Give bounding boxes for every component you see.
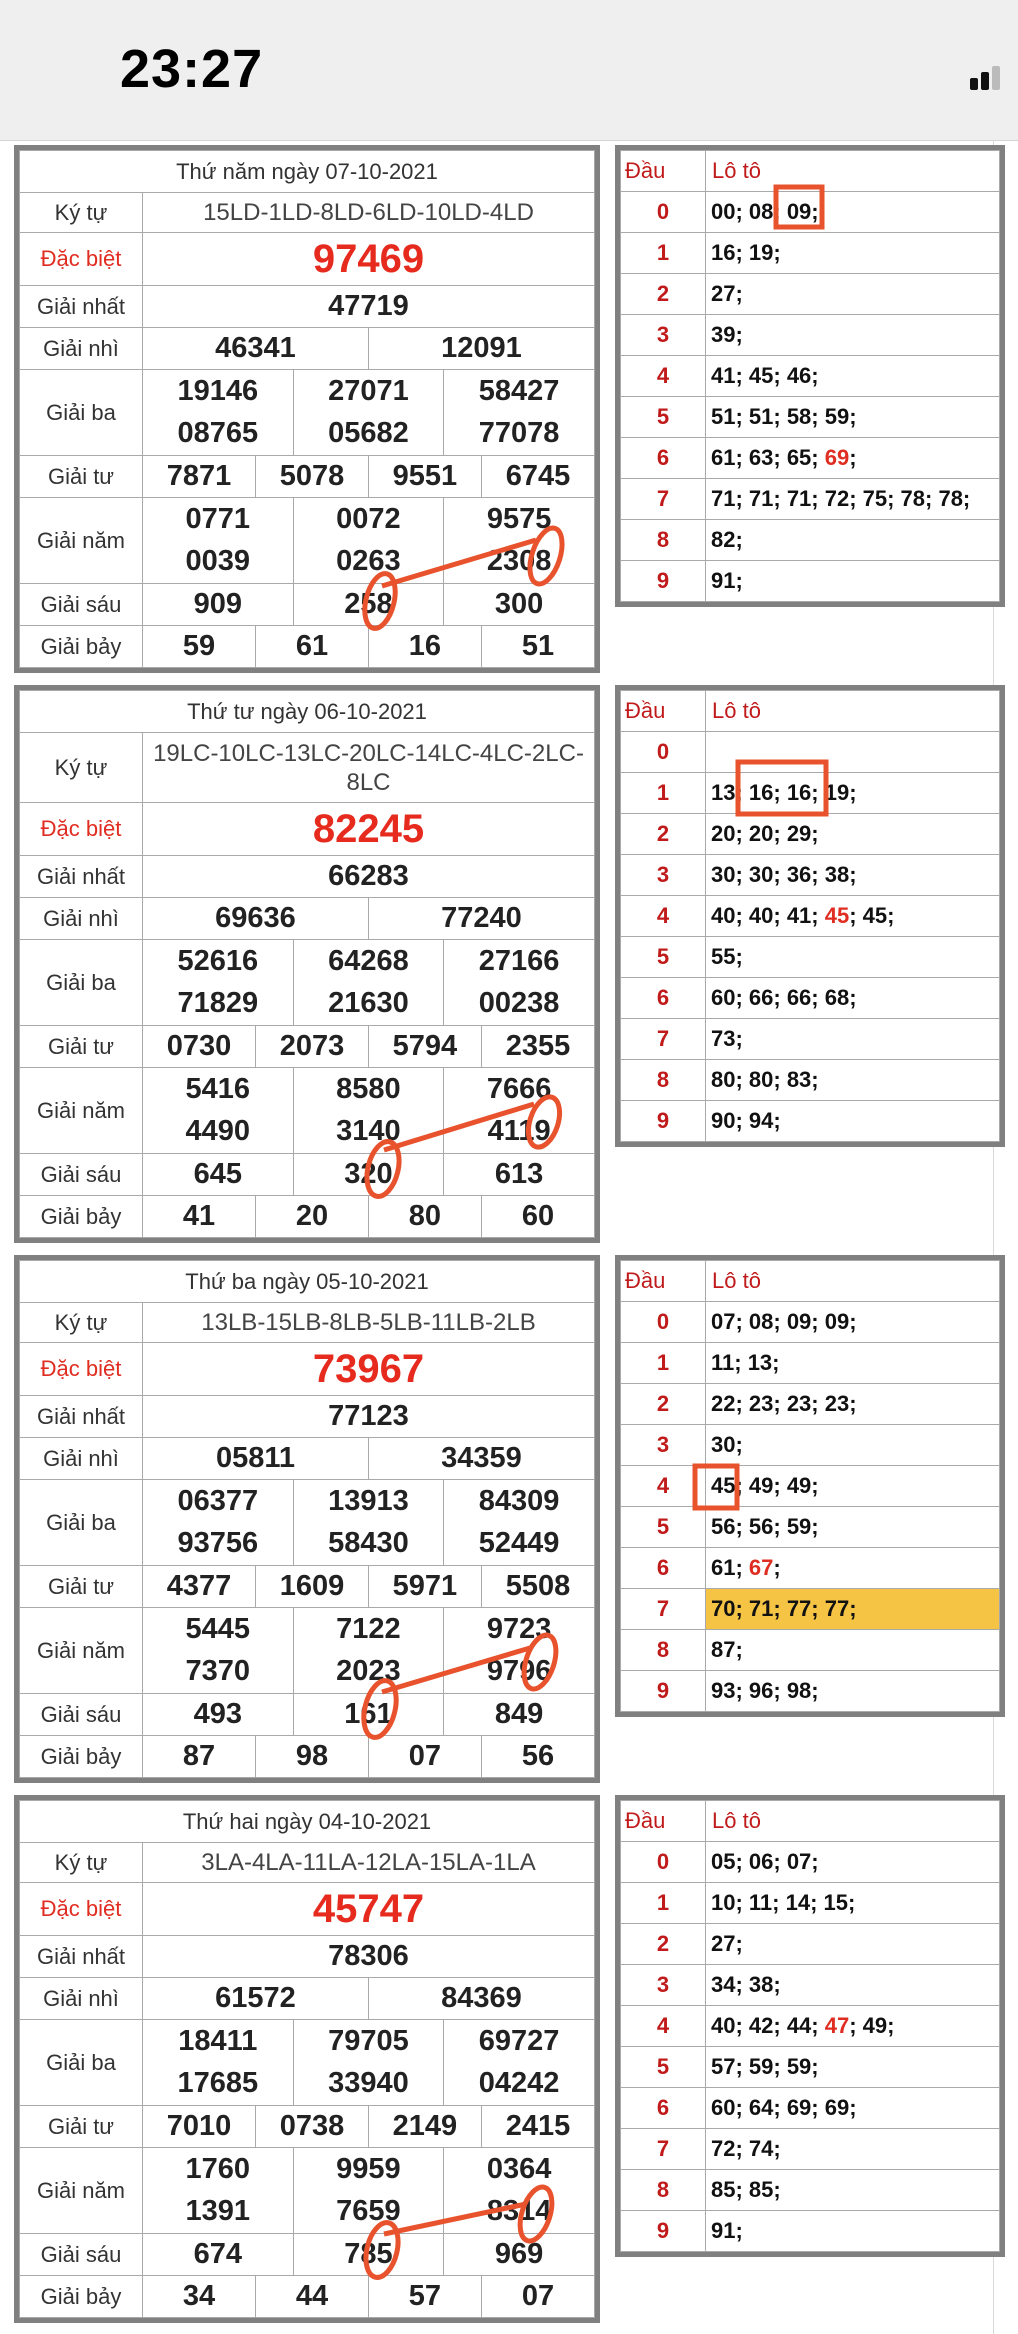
loto-dau: 3 <box>621 1965 706 2006</box>
loto-dau: 2 <box>621 1384 706 1425</box>
giai-sau-value: 258 <box>293 584 444 626</box>
giai-tu-value: 5794 <box>368 1026 481 1068</box>
giai-ba-value: 06377 <box>143 1480 294 1523</box>
loto-head-dau: Đầu <box>621 1801 706 1842</box>
ky-tu-value: 13LB-15LB-8LB-5LB-11LB-2LB <box>143 1303 595 1343</box>
loto-numbers: 34; 38; <box>711 1972 781 1997</box>
giai-tu-value: 4377 <box>143 1566 256 1608</box>
giai-bay-value: 87 <box>143 1736 256 1778</box>
annotation-line <box>382 540 536 586</box>
loto-special-number: 69 <box>824 445 850 470</box>
label-giai-tu: Giải tư <box>20 456 143 498</box>
label-ky-tu: Ký tự <box>20 1303 143 1343</box>
loto-numbers: 39; <box>711 322 743 347</box>
loto-dau: 5 <box>621 397 706 438</box>
loto-numbers: 87; <box>711 1637 743 1662</box>
giai-sau-value: 300 <box>444 584 595 626</box>
loto-numbers: 82; <box>711 527 743 552</box>
giai-ba-value: 08765 <box>143 413 294 456</box>
loto-numbers: 85; 85; <box>711 2177 781 2202</box>
loto-head-loto: Lô tô <box>706 151 1000 192</box>
giai-nam-value: 9959 <box>293 2148 444 2191</box>
giai-bay-value: 44 <box>255 2276 368 2318</box>
giai-nam-value: 1760 <box>143 2148 294 2191</box>
status-time: 23:27 <box>120 39 264 99</box>
giai-sau-value: 320 <box>293 1154 444 1196</box>
giai-tu-value: 0738 <box>255 2106 368 2148</box>
giai-ba-value: 04242 <box>444 2063 595 2106</box>
loto-dau: 7 <box>621 1589 706 1630</box>
dac-biet-value: 82245 <box>143 803 595 856</box>
loto-dau: 9 <box>621 1671 706 1712</box>
loto-dau: 6 <box>621 1548 706 1589</box>
giai-nhat-value: 77123 <box>143 1396 595 1438</box>
loto-dau: 6 <box>621 2088 706 2129</box>
label-giai-sau: Giải sáu <box>20 1154 143 1196</box>
giai-nam-value: 0072 <box>293 498 444 541</box>
label-giai-nhi: Giải nhì <box>20 328 143 370</box>
giai-nhat-value: 78306 <box>143 1936 595 1978</box>
annotation-circle <box>524 524 569 588</box>
loto-special-number: 47 <box>824 2013 850 2038</box>
loto-dau: 4 <box>621 1466 706 1507</box>
giai-bay-value: 61 <box>255 626 368 668</box>
loto-dau: 6 <box>621 438 706 479</box>
dac-biet-value: 97469 <box>143 233 595 286</box>
loto-numbers: 40; 40; 41; <box>711 903 825 928</box>
loto-dau: 4 <box>621 356 706 397</box>
loto-dau: 7 <box>621 1019 706 1060</box>
annotation-circle <box>360 570 401 631</box>
loto-numbers: 30; 30; 36; 38; <box>711 862 857 887</box>
loto-dau: 1 <box>621 1343 706 1384</box>
giai-sau-value: 161 <box>293 1694 444 1736</box>
annotation-circle <box>361 2219 404 2281</box>
giai-bay-value: 20 <box>255 1196 368 1238</box>
label-giai-ba: Giải ba <box>20 1480 143 1566</box>
giai-bay-value: 60 <box>481 1196 594 1238</box>
giai-sau-value: 849 <box>444 1694 595 1736</box>
label-dac-biet: Đặc biệt <box>20 803 143 856</box>
loto-numbers: 61; <box>711 1555 749 1580</box>
giai-ba-value: 52616 <box>143 940 294 983</box>
loto-dau: 9 <box>621 561 706 602</box>
label-giai-nhi: Giải nhì <box>20 898 143 940</box>
label-giai-nhat: Giải nhất <box>20 1396 143 1438</box>
giai-nhi-value: 05811 <box>143 1438 369 1480</box>
label-dac-biet: Đặc biệt <box>20 1343 143 1396</box>
giai-nhat-value: 66283 <box>143 856 595 898</box>
loto-dau: 4 <box>621 2006 706 2047</box>
giai-ba-value: 27166 <box>444 940 595 983</box>
giai-ba-value: 58427 <box>444 370 595 413</box>
label-giai-nhat: Giải nhất <box>20 856 143 898</box>
loto-dau: 3 <box>621 315 706 356</box>
label-giai-nam: Giải năm <box>20 1608 143 1694</box>
loto-dau: 5 <box>621 937 706 978</box>
giai-nhat-value: 47719 <box>143 286 595 328</box>
giai-nam-value: 8314 <box>444 2191 595 2234</box>
label-giai-tu: Giải tư <box>20 2106 143 2148</box>
loto-dau: 8 <box>621 520 706 561</box>
loto-dau: 1 <box>621 773 706 814</box>
giai-sau-value: 785 <box>293 2234 444 2276</box>
giai-bay-value: 56 <box>481 1736 594 1778</box>
giai-nam-value: 0364 <box>444 2148 595 2191</box>
giai-bay-value: 07 <box>481 2276 594 2318</box>
annotation-line <box>382 1648 530 1692</box>
label-giai-nhi: Giải nhì <box>20 1438 143 1480</box>
ky-tu-value: 15LD-1LD-8LD-6LD-10LD-4LD <box>143 193 595 233</box>
loto-head-dau: Đầu <box>621 151 706 192</box>
loto-numbers: 55; <box>711 944 743 969</box>
loto-numbers: 16; 19; <box>711 240 781 265</box>
label-giai-nam: Giải năm <box>20 498 143 584</box>
loto-numbers: 90; 94; <box>711 1108 781 1133</box>
loto-dau: 0 <box>621 732 706 773</box>
giai-tu-value: 2073 <box>255 1026 368 1068</box>
giai-nam-value: 2023 <box>293 1651 444 1694</box>
giai-nam-value: 5445 <box>143 1608 294 1651</box>
label-giai-bay: Giải bảy <box>20 1196 143 1238</box>
label-giai-ba: Giải ba <box>20 370 143 456</box>
giai-tu-value: 9551 <box>368 456 481 498</box>
loto-numbers: 00; 08; 09; <box>711 199 819 224</box>
loto-dau: 8 <box>621 2170 706 2211</box>
giai-tu-value: 7871 <box>143 456 256 498</box>
giai-ba-value: 79705 <box>293 2020 444 2063</box>
giai-tu-value: 2355 <box>481 1026 594 1068</box>
annotation-circle <box>518 1631 562 1693</box>
giai-ba-value: 84309 <box>444 1480 595 1523</box>
loto-dau: 0 <box>621 1842 706 1883</box>
giai-nam-value: 7122 <box>293 1608 444 1651</box>
label-giai-ba: Giải ba <box>20 2020 143 2106</box>
loto-numbers: 57; 59; 59; <box>711 2054 819 2079</box>
giai-tu-value: 0730 <box>143 1026 256 1068</box>
loto-numbers: 41; 45; 46; <box>711 363 819 388</box>
giai-ba-value: 00238 <box>444 983 595 1026</box>
loto-head-dau: Đầu <box>621 691 706 732</box>
draw-date: Thứ ba ngày 05-10-2021 <box>20 1261 595 1303</box>
loto-numbers: 40; 42; 44; <box>711 2013 825 2038</box>
loto-head-loto: Lô tô <box>706 691 1000 732</box>
label-giai-sau: Giải sáu <box>20 584 143 626</box>
ky-tu-value: 3LA-4LA-11LA-12LA-15LA-1LA <box>143 1843 595 1883</box>
giai-tu-value: 2149 <box>368 2106 481 2148</box>
giai-tu-value: 5078 <box>255 456 368 498</box>
label-giai-nhat: Giải nhất <box>20 286 143 328</box>
label-giai-sau: Giải sáu <box>20 1694 143 1736</box>
dac-biet-value: 45747 <box>143 1883 595 1936</box>
draw-date: Thứ tư ngày 06-10-2021 <box>20 691 595 733</box>
loto-numbers: 70; 71; 77; 77; <box>711 1596 857 1621</box>
label-giai-sau: Giải sáu <box>20 2234 143 2276</box>
giai-ba-value: 64268 <box>293 940 444 983</box>
giai-nhi-value: 46341 <box>143 328 369 370</box>
loto-numbers: 20; 20; 29; <box>711 821 819 846</box>
annotation-line <box>384 1104 534 1150</box>
giai-nam-value: 7370 <box>143 1651 294 1694</box>
giai-nhi-value: 12091 <box>368 328 594 370</box>
giai-nhi-value: 77240 <box>368 898 594 940</box>
giai-tu-value: 6745 <box>481 456 594 498</box>
giai-nhi-value: 69636 <box>143 898 369 940</box>
loto-dau: 3 <box>621 1425 706 1466</box>
giai-nam-value: 7666 <box>444 1068 595 1111</box>
label-giai-bay: Giải bảy <box>20 626 143 668</box>
draw-date: Thứ hai ngày 04-10-2021 <box>20 1801 595 1843</box>
label-dac-biet: Đặc biệt <box>20 1883 143 1936</box>
loto-numbers: 51; 51; 58; 59; <box>711 404 857 429</box>
giai-nam-value: 0039 <box>143 541 294 584</box>
giai-ba-value: 13913 <box>293 1480 444 1523</box>
loto-numbers: 30; <box>711 1432 743 1457</box>
giai-sau-value: 645 <box>143 1154 294 1196</box>
loto-dau: 0 <box>621 1302 706 1343</box>
giai-nhi-value: 34359 <box>368 1438 594 1480</box>
loto-numbers: 60; 64; 69; 69; <box>711 2095 857 2120</box>
giai-ba-value: 05682 <box>293 413 444 456</box>
giai-sau-value: 674 <box>143 2234 294 2276</box>
loto-dau: 0 <box>621 192 706 233</box>
label-giai-nhi: Giải nhì <box>20 1978 143 2020</box>
loto-dau: 2 <box>621 814 706 855</box>
giai-bay-value: 98 <box>255 1736 368 1778</box>
giai-bay-value: 16 <box>368 626 481 668</box>
loto-numbers: 10; 11; 14; 15; <box>711 1890 856 1915</box>
draw-date: Thứ năm ngày 07-10-2021 <box>20 151 595 193</box>
label-giai-ba: Giải ba <box>20 940 143 1026</box>
giai-nam-value: 9796 <box>444 1651 595 1694</box>
label-ky-tu: Ký tự <box>20 733 143 803</box>
giai-ba-value: 71829 <box>143 983 294 1026</box>
giai-ba-value: 19146 <box>143 370 294 413</box>
giai-ba-value: 77078 <box>444 413 595 456</box>
loto-dau: 8 <box>621 1060 706 1101</box>
loto-numbers-after: ; 45; <box>849 903 895 928</box>
annotation-line <box>384 2204 526 2234</box>
label-giai-bay: Giải bảy <box>20 2276 143 2318</box>
loto-numbers: 91; <box>711 2218 743 2243</box>
loto-numbers: 60; 66; 66; 68; <box>711 985 857 1010</box>
label-giai-nam: Giải năm <box>20 2148 143 2234</box>
loto-numbers: 22; 23; 23; 23; <box>711 1391 857 1416</box>
giai-nam-value: 0771 <box>143 498 294 541</box>
giai-ba-value: 69727 <box>444 2020 595 2063</box>
loto-numbers-after: ; 49; <box>849 2013 895 2038</box>
label-ky-tu: Ký tự <box>20 1843 143 1883</box>
loto-dau: 3 <box>621 855 706 896</box>
loto-head-dau: Đầu <box>621 1261 706 1302</box>
giai-nam-value: 5416 <box>143 1068 294 1111</box>
loto-dau: 9 <box>621 1101 706 1142</box>
annotation-box <box>738 762 826 814</box>
giai-nam-value: 4490 <box>143 1111 294 1154</box>
giai-tu-value: 5971 <box>368 1566 481 1608</box>
giai-bay-value: 41 <box>143 1196 256 1238</box>
dac-biet-value: 73967 <box>143 1343 595 1396</box>
loto-numbers: 13; 16; 16; 19; <box>711 780 857 805</box>
giai-nam-value: 4119 <box>444 1111 595 1154</box>
loto-numbers: 93; 96; 98; <box>711 1678 819 1703</box>
giai-nam-value: 7659 <box>293 2191 444 2234</box>
loto-numbers: 91; <box>711 568 743 593</box>
loto-dau: 9 <box>621 2211 706 2252</box>
giai-ba-value: 58430 <box>293 1523 444 1566</box>
loto-dau: 4 <box>621 896 706 937</box>
giai-bay-value: 07 <box>368 1736 481 1778</box>
label-dac-biet: Đặc biệt <box>20 233 143 286</box>
giai-sau-value: 493 <box>143 1694 294 1736</box>
giai-ba-value: 27071 <box>293 370 444 413</box>
loto-dau: 7 <box>621 2129 706 2170</box>
loto-head-loto: Lô tô <box>706 1261 1000 1302</box>
loto-numbers: 07; 08; 09; 09; <box>711 1309 857 1334</box>
loto-dau: 2 <box>621 1924 706 1965</box>
giai-nam-value: 0263 <box>293 541 444 584</box>
ky-tu-value: 19LC-10LC-13LC-20LC-14LC-4LC-2LC-8LC <box>143 733 595 803</box>
giai-bay-value: 34 <box>143 2276 256 2318</box>
loto-numbers: 80; 80; 83; <box>711 1067 819 1092</box>
loto-numbers: 61; 63; 65; <box>711 445 825 470</box>
giai-ba-value: 33940 <box>293 2063 444 2106</box>
giai-tu-value: 2415 <box>481 2106 594 2148</box>
giai-nam-value: 9575 <box>444 498 595 541</box>
loto-dau: 1 <box>621 1883 706 1924</box>
giai-nam-value: 8580 <box>293 1068 444 1111</box>
giai-ba-value: 17685 <box>143 2063 294 2106</box>
giai-tu-value: 7010 <box>143 2106 256 2148</box>
loto-dau: 5 <box>621 2047 706 2088</box>
label-giai-nam: Giải năm <box>20 1068 143 1154</box>
loto-numbers: 27; <box>711 1931 743 1956</box>
loto-head-loto: Lô tô <box>706 1801 1000 1842</box>
annotation-box <box>695 1466 737 1508</box>
giai-sau-value: 969 <box>444 2234 595 2276</box>
label-giai-tu: Giải tư <box>20 1026 143 1068</box>
giai-ba-value: 52449 <box>444 1523 595 1566</box>
giai-ba-value: 21630 <box>293 983 444 1026</box>
loto-numbers: 71; 71; 71; 72; 75; 78; 78; <box>711 486 971 511</box>
loto-numbers: 11; 13; <box>711 1350 780 1375</box>
annotation-circle <box>523 1093 566 1151</box>
giai-bay-value: 51 <box>481 626 594 668</box>
giai-sau-value: 613 <box>444 1154 595 1196</box>
loto-numbers: 72; 74; <box>711 2136 781 2161</box>
label-ky-tu: Ký tự <box>20 193 143 233</box>
giai-nam-value: 9723 <box>444 1608 595 1651</box>
loto-numbers: 27; <box>711 281 743 306</box>
loto-numbers: 73; <box>711 1026 743 1051</box>
giai-ba-value: 93756 <box>143 1523 294 1566</box>
giai-nhi-value: 61572 <box>143 1978 369 2020</box>
annotation-box <box>776 187 822 227</box>
loto-numbers: 45; 49; 49; <box>711 1473 819 1498</box>
giai-bay-value: 57 <box>368 2276 481 2318</box>
giai-ba-value: 18411 <box>143 2020 294 2063</box>
giai-nhi-value: 84369 <box>368 1978 594 2020</box>
giai-tu-value: 1609 <box>255 1566 368 1608</box>
loto-numbers-after: ; <box>773 1555 781 1580</box>
giai-nam-value: 1391 <box>143 2191 294 2234</box>
giai-bay-value: 80 <box>368 1196 481 1238</box>
loto-dau: 7 <box>621 479 706 520</box>
giai-nam-value: 2308 <box>444 541 595 584</box>
loto-numbers: 05; 06; 07; <box>711 1849 819 1874</box>
annotation-circle <box>514 2183 558 2245</box>
label-giai-nhat: Giải nhất <box>20 1936 143 1978</box>
loto-dau: 6 <box>621 978 706 1019</box>
loto-dau: 5 <box>621 1507 706 1548</box>
loto-dau: 1 <box>621 233 706 274</box>
giai-bay-value: 59 <box>143 626 256 668</box>
loto-dau: 2 <box>621 274 706 315</box>
loto-numbers-after: ; <box>849 445 857 470</box>
loto-numbers: 56; 56; 59; <box>711 1514 819 1539</box>
loto-special-number: 67 <box>748 1555 774 1580</box>
loto-special-number: 45 <box>824 903 850 928</box>
giai-tu-value: 5508 <box>481 1566 594 1608</box>
label-giai-bay: Giải bảy <box>20 1736 143 1778</box>
loto-dau: 8 <box>621 1630 706 1671</box>
giai-sau-value: 909 <box>143 584 294 626</box>
giai-nam-value: 3140 <box>293 1111 444 1154</box>
label-giai-tu: Giải tư <box>20 1566 143 1608</box>
